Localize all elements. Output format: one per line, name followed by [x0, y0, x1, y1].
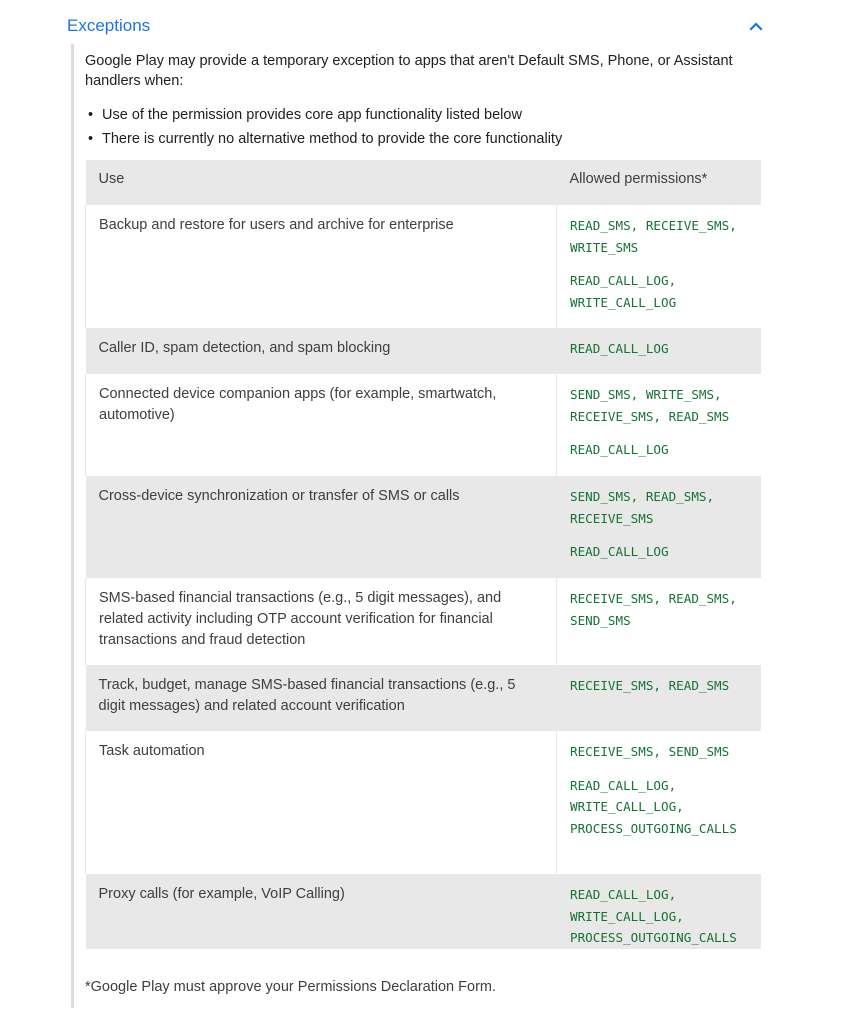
permission-code: READ_CALL_LOG, WRITE_CALL_LOG, PROCESS_OUTGOING_CALLS — [570, 887, 737, 945]
footnote: *Google Play must approve your Permissions Declaration Form. — [85, 979, 496, 995]
table-row — [86, 578, 761, 665]
allowed-permissions-cell — [557, 328, 761, 374]
table-row — [86, 665, 761, 731]
section-content — [71, 44, 774, 1008]
permission-code: READ_CALL_LOG, WRITE_CALL_LOG, PROCESS_OUTGOING_CALLS — [570, 777, 737, 836]
bullet-item: • Use of the permission provides core app functionality listed below — [85, 103, 761, 127]
use-cell: SMS-based financial transactions (e.g., 5 digit messages), and related activity including OTP account verification for financial transactions and fraud detection — [86, 578, 557, 665]
permission-code: READ_CALL_LOG — [570, 341, 669, 356]
allowed-permissions-cell — [557, 731, 761, 874]
permission-code: RECEIVE_SMS, READ_SMS — [570, 678, 730, 693]
allowed-permissions-cell — [557, 665, 761, 731]
section-title[interactable]: Exceptions — [67, 16, 151, 35]
permissions-table — [85, 160, 761, 949]
use-cell: Task automation — [86, 731, 557, 874]
bullet-item: • There is currently no alternative method to provide the core functionality — [85, 127, 761, 151]
use-cell: Track, budget, manage SMS-based financial transactions (e.g., 5 digit messages) and related account verification — [86, 665, 557, 731]
permission-code: READ_CALL_LOG — [570, 544, 669, 559]
table-header-row — [86, 160, 761, 205]
allowed-permissions-cell — [557, 374, 761, 476]
permission-code: SEND_SMS, WRITE_SMS, RECEIVE_SMS, READ_SMS — [570, 387, 730, 424]
allowed-permissions-cell — [557, 476, 761, 578]
column-header-use: Use — [86, 160, 557, 205]
intro-text: Google Play may provide a temporary exception to apps that aren't Default SMS, Phone, or Assistant handlers when: — [85, 53, 733, 89]
table-row — [86, 476, 761, 578]
permission-code: READ_CALL_LOG — [570, 442, 669, 457]
chevron-up-icon[interactable] — [748, 18, 764, 34]
table-row — [86, 374, 761, 476]
permission-code: SEND_SMS, READ_SMS, RECEIVE_SMS — [570, 489, 715, 526]
use-cell: Cross-device synchronization or transfer of SMS or calls — [86, 476, 557, 578]
use-cell: Caller ID, spam detection, and spam blocking — [86, 328, 557, 374]
section-header[interactable] — [67, 14, 767, 38]
allowed-permissions-cell — [557, 205, 761, 328]
use-cell: Proxy calls (for example, VoIP Calling) — [86, 874, 557, 949]
permission-code: RECEIVE_SMS, READ_SMS, SEND_SMS — [570, 591, 737, 628]
table-row — [86, 328, 761, 374]
table-row — [86, 874, 761, 949]
permission-code: READ_SMS, RECEIVE_SMS, WRITE_SMS — [570, 218, 737, 255]
permission-code: READ_CALL_LOG, WRITE_CALL_LOG — [570, 273, 677, 310]
use-cell: Connected device companion apps (for example, smartwatch, automotive) — [86, 374, 557, 476]
permission-code: RECEIVE_SMS, SEND_SMS — [570, 744, 730, 759]
use-cell: Backup and restore for users and archive for enterprise — [86, 205, 557, 328]
allowed-permissions-cell — [557, 874, 761, 949]
table-row — [86, 731, 761, 874]
bullet-list — [85, 103, 761, 151]
table-row — [86, 205, 761, 328]
allowed-permissions-cell — [557, 578, 761, 665]
column-header-allowed: Allowed permissions* — [557, 160, 761, 205]
